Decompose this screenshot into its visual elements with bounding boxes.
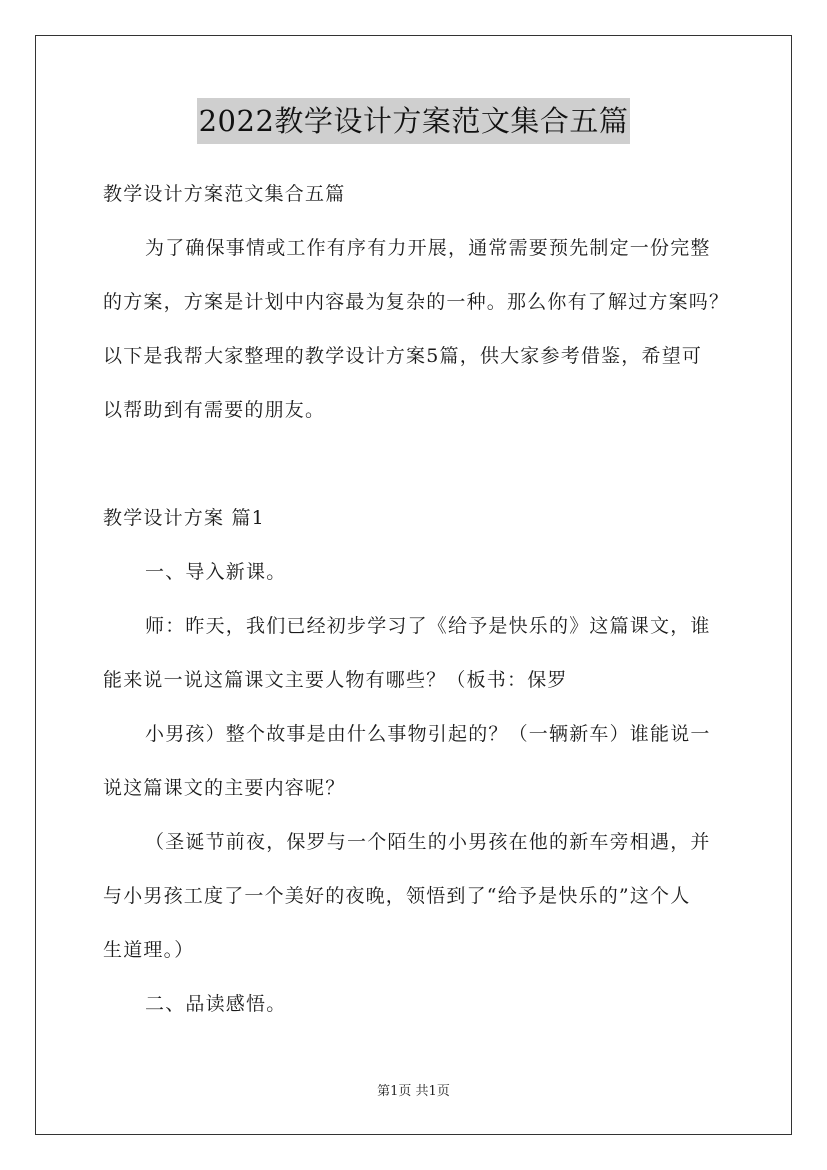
page-footer: 第1页 共1页: [377, 1084, 450, 1099]
body-line: 一、导入新课。: [145, 561, 287, 583]
body-line: 小男孩）整个故事是由什么事物引起的？（一辆新车）谁能说一: [145, 723, 711, 745]
body-line: 为了确保事情或工作有序有力开展，通常需要预先制定一份完整: [145, 237, 711, 259]
document-title: 2022教学设计方案范文集合五篇: [197, 98, 631, 144]
body-line: 与小男孩工度了一个美好的夜晚，领悟到了“给予是快乐的”这个人: [103, 885, 691, 907]
body-line: 的方案，方案是计划中内容最为复杂的一种。那么你有了解过方案吗？: [103, 291, 730, 313]
body-line: 师：昨天，我们已经初步学习了《给予是快乐的》这篇课文，谁: [145, 615, 711, 637]
body-line: 以下是我帮大家整理的教学设计方案5篇，供大家参考借鉴，希望可: [103, 345, 703, 367]
body-line: 生道理。）: [103, 939, 195, 961]
section-heading: 教学设计方案 篇1: [103, 507, 265, 529]
title-container: [0, 98, 827, 144]
body-line: （圣诞节前夜，保罗与一个陌生的小男孩在他的新车旁相遇，并: [145, 831, 711, 853]
body-line: 以帮助到有需要的朋友。: [103, 399, 326, 421]
subtitle-line: 教学设计方案范文集合五篇: [103, 183, 346, 205]
body-line: 能来说一说这篇课文主要人物有哪些？（板书：保罗: [103, 669, 568, 691]
body-line: 说这篇课文的主要内容呢？: [103, 777, 346, 799]
body-line: 二、品读感悟。: [145, 993, 287, 1015]
